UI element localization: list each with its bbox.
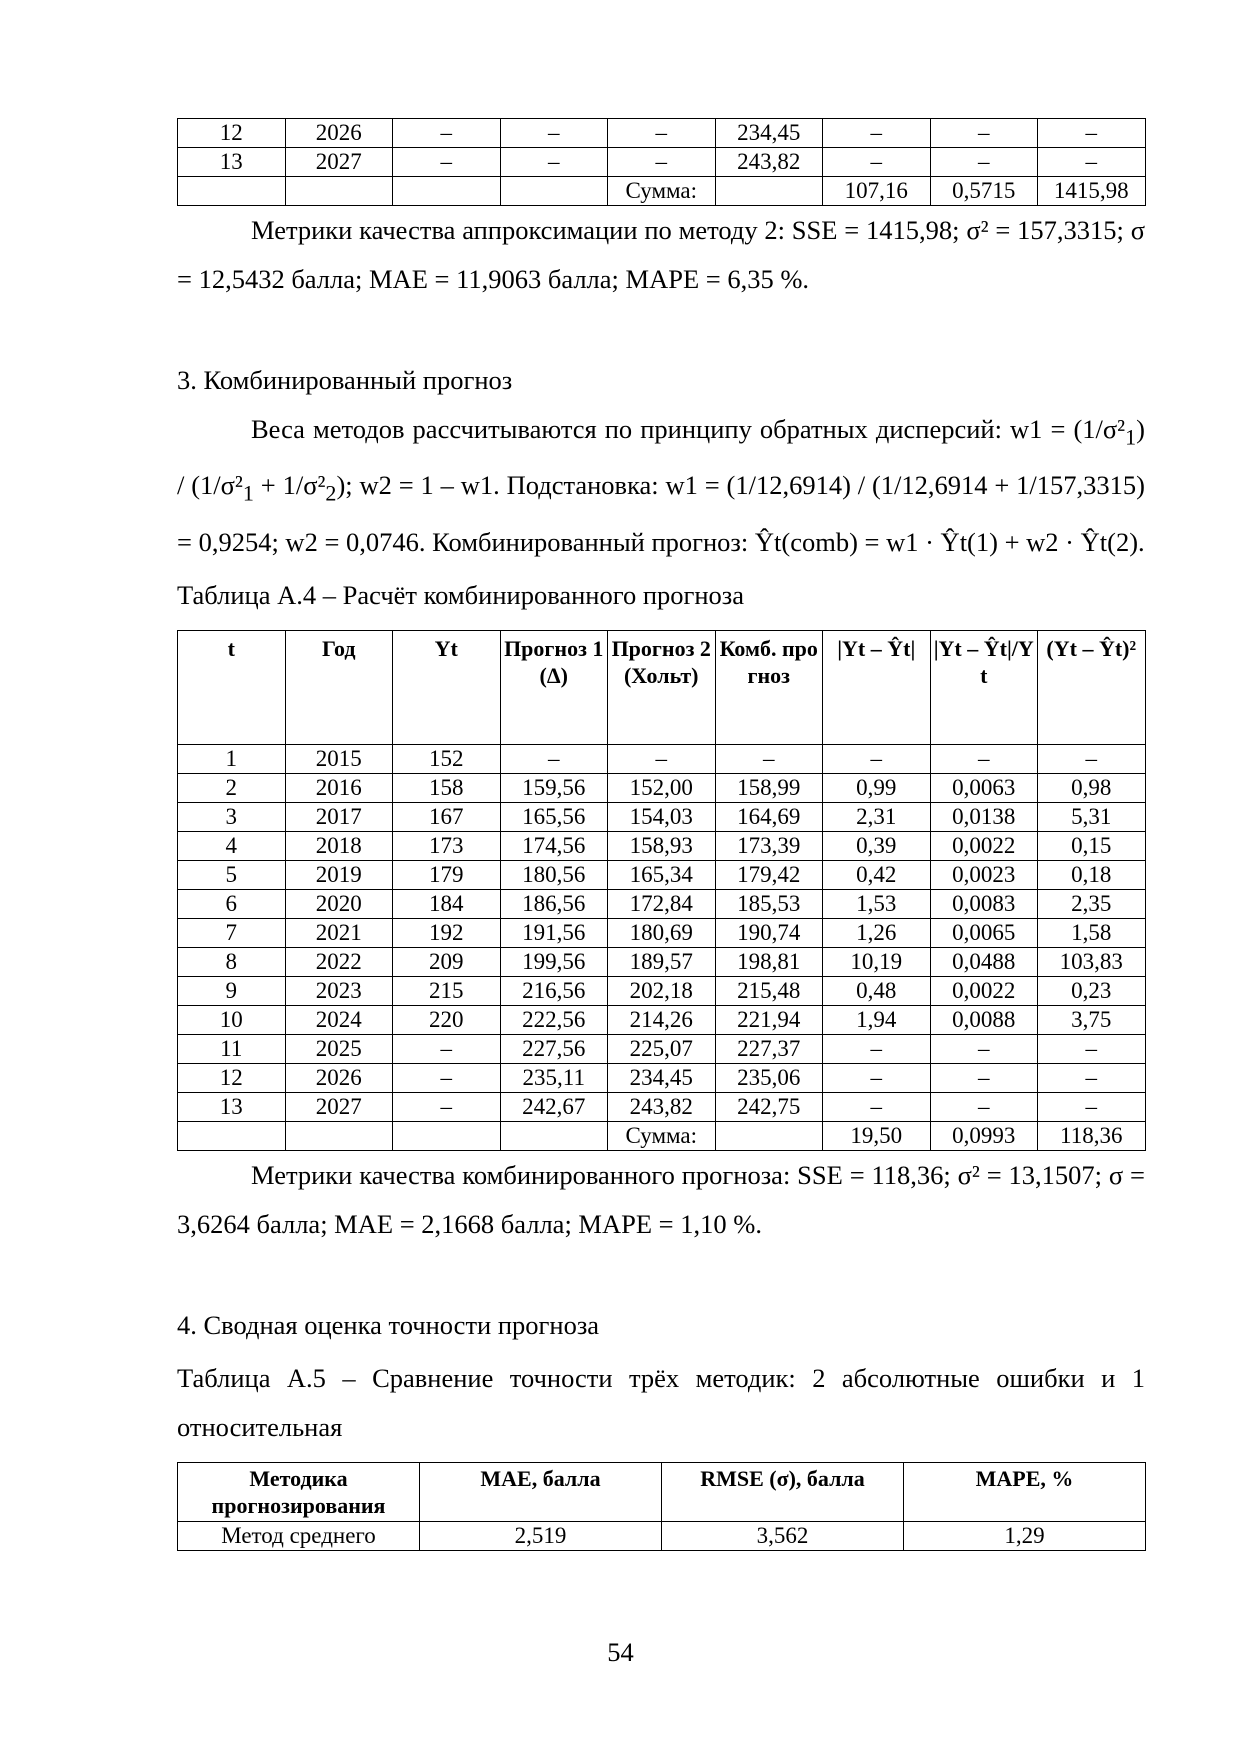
table-cell: – [715,744,823,773]
table-cell: 214,26 [608,1005,716,1034]
table-cell: – [823,119,931,148]
table-cell: 2,35 [1038,889,1146,918]
table-cell: 2026 [285,1063,393,1092]
table-cell: 221,94 [715,1005,823,1034]
table-cell: 186,56 [500,889,608,918]
table-cell: 2027 [285,148,393,177]
table-cell: 227,37 [715,1034,823,1063]
table-cell: 0,15 [1038,831,1146,860]
table-cell: 0,0088 [930,1005,1038,1034]
table-cell: 8 [178,947,286,976]
column-header: |Yt – Ŷt|/Yt [930,630,1038,744]
table-a4-body [178,744,1146,1150]
table-cell: – [500,744,608,773]
table-cell: – [608,119,716,148]
table-cell: 243,82 [608,1092,716,1121]
table-cell: 0,0083 [930,889,1038,918]
table-cell [178,177,286,206]
table-cell: 172,84 [608,889,716,918]
table-cell: 158,93 [608,831,716,860]
table-cell: 1,29 [904,1521,1146,1550]
table-cell: 3,562 [662,1521,904,1550]
table-cell: – [1038,1092,1146,1121]
table-cell: 3,75 [1038,1005,1146,1034]
table-cell: 118,36 [1038,1121,1146,1150]
table-cell: 220 [393,1005,501,1034]
table-row [178,148,1146,177]
table-cell: 179 [393,860,501,889]
table-cell: 235,11 [500,1063,608,1092]
table-cell: 10,19 [823,947,931,976]
table-cell: 189,57 [608,947,716,976]
table-cell: 1 [178,744,286,773]
table-cell: 227,56 [500,1034,608,1063]
table-cell: – [500,148,608,177]
table-row [178,773,1146,802]
table-cell [285,1121,393,1150]
table-cell: 173 [393,831,501,860]
table-cell: – [930,1092,1038,1121]
table-cell: 174,56 [500,831,608,860]
table-cell: – [930,119,1038,148]
table-cell [500,177,608,206]
column-header: Yt [393,630,501,744]
column-header: |Yt – Ŷt| [823,630,931,744]
table-cell: 2 [178,773,286,802]
table-cell: 19,50 [823,1121,931,1150]
column-header: MAPE, % [904,1462,1146,1521]
table-cell: 12 [178,1063,286,1092]
table-cell: 103,83 [1038,947,1146,976]
table-cell: 13 [178,1092,286,1121]
table-cell: 199,56 [500,947,608,976]
table-cell: 164,69 [715,802,823,831]
table-cell: 152,00 [608,773,716,802]
table-cell: 222,56 [500,1005,608,1034]
table-cell: 1,58 [1038,918,1146,947]
column-header: Прогноз 1 (Δ) [500,630,608,744]
table-a5-header-row [178,1462,1146,1521]
table-cell: – [393,148,501,177]
table-cell: 179,42 [715,860,823,889]
table-cell: – [823,1034,931,1063]
table-cell: 242,75 [715,1092,823,1121]
table-cell: 107,16 [823,177,931,206]
table-row [178,119,1146,148]
table-cell [393,1121,501,1150]
table-cell: 2017 [285,802,393,831]
table-cell: 154,03 [608,802,716,831]
table-a5 [177,1462,1146,1551]
table-cell: – [1038,148,1146,177]
table-cell: 1,26 [823,918,931,947]
section-heading-4: 4. Сводная оценка точности прогноза [177,1309,600,1340]
table-cell: 165,56 [500,802,608,831]
table-cell: – [393,1092,501,1121]
table-cell: 191,56 [500,918,608,947]
table-cell: 167 [393,802,501,831]
table-cell: 2020 [285,889,393,918]
table-cell: 1,94 [823,1005,931,1034]
table-cell: Сумма: [608,1121,716,1150]
table-cell: 235,06 [715,1063,823,1092]
table-cell: – [393,119,501,148]
table-cell: 4 [178,831,286,860]
table-cell: 1415,98 [1038,177,1146,206]
table-cell: – [823,1063,931,1092]
table-cell: 6 [178,889,286,918]
table-row [178,831,1146,860]
table-cell: 180,56 [500,860,608,889]
table-a4 [177,630,1146,1151]
table-cell [715,177,823,206]
weights-paragraph: Веса методов рассчитываются по принципу обратных дисперсий: $w1 = (1/\sigma^2_1) / (1/\sigma^2_1 + 1/\sigma^2_2)$; w2 = 1 – w1. Подстановка: w1 = (1/12,6914) / (1/12,6914 + 1/157,3315) = 0,9254; w2 = 0,0746. Комбинированный прогноз: Ŷt(comb) = w1 · Ŷt(1) + w2 · Ŷt(2). [177,414,1145,557]
table-cell: 9 [178,976,286,1005]
table-a5-body [178,1521,1146,1550]
table-cell: 0,18 [1038,860,1146,889]
table-cell: 2027 [285,1092,393,1121]
table-cell: 0,0488 [930,947,1038,976]
table-cell: 165,34 [608,860,716,889]
metrics-combined: Метрики качества комбинированного прогноза: SSE = 118,36; σ² = 13,1507; σ = 3,6264 балла; MAE = 2,1668 балла; MAPE = 1,10 %. [177,1159,1145,1239]
table-cell: 7 [178,918,286,947]
table-cell: 2024 [285,1005,393,1034]
table-a3-body [178,119,1146,206]
table-cell: 2,519 [420,1521,662,1550]
table-row [178,177,1146,206]
table-row [178,1005,1146,1034]
table-a5-caption: Таблица А.5 – Сравнение точности трёх методик: 2 абсолютные ошибки и 1 относительная [177,1362,1145,1442]
table-cell: 0,99 [823,773,931,802]
table-cell: – [500,119,608,148]
table-cell: – [1038,119,1146,148]
column-header: RMSE (σ), балла [662,1462,904,1521]
table-cell [178,1121,286,1150]
table-cell: 215 [393,976,501,1005]
table-cell: Сумма: [608,177,716,206]
table-cell: 0,48 [823,976,931,1005]
table-cell: 2021 [285,918,393,947]
table-cell [500,1121,608,1150]
table-cell: 0,0023 [930,860,1038,889]
table-cell: 192 [393,918,501,947]
table-cell: 234,45 [608,1063,716,1092]
table-row [178,802,1146,831]
table-cell: 173,39 [715,831,823,860]
table-cell: 209 [393,947,501,976]
table-row [178,1521,1146,1550]
table-cell: 0,0065 [930,918,1038,947]
table-row [178,918,1146,947]
table-cell: 2025 [285,1034,393,1063]
document-page [177,118,1145,1551]
table-cell: 2015 [285,744,393,773]
table-cell: 2019 [285,860,393,889]
table-cell: 158 [393,773,501,802]
table-cell: – [1038,1034,1146,1063]
table-cell: 0,0022 [930,976,1038,1005]
column-header: Комб. прогноз [715,630,823,744]
table-row [178,947,1146,976]
table-row [178,889,1146,918]
table-cell: – [930,1063,1038,1092]
section-heading-3: 3. Комбинированный прогноз [177,365,513,395]
table-cell: – [930,744,1038,773]
table-row [178,860,1146,889]
table-cell: Метод среднего [178,1521,420,1550]
table-cell [715,1121,823,1150]
column-header: Год [285,630,393,744]
table-cell: 0,5715 [930,177,1038,206]
table-cell: 234,45 [715,119,823,148]
table-cell: 152 [393,744,501,773]
table-cell: – [823,744,931,773]
table-row [178,1034,1146,1063]
table-cell: 190,74 [715,918,823,947]
table-cell [393,177,501,206]
table-cell: 243,82 [715,148,823,177]
table-cell: 0,0138 [930,802,1038,831]
table-cell: 3 [178,802,286,831]
table-cell: – [823,148,931,177]
column-header: Методика прогнозирования [178,1462,420,1521]
table-cell: 13 [178,148,286,177]
table-cell: 0,98 [1038,773,1146,802]
table-cell [285,177,393,206]
table-cell: 0,39 [823,831,931,860]
table-cell: – [930,1034,1038,1063]
table-cell: – [1038,1063,1146,1092]
column-header: MAE, балла [420,1462,662,1521]
table-row [178,1063,1146,1092]
table-cell: 5 [178,860,286,889]
table-a4-header-row [178,630,1146,744]
page-number: 54 [607,1637,634,1667]
table-cell: 225,07 [608,1034,716,1063]
table-cell: 0,23 [1038,976,1146,1005]
table-cell: 215,48 [715,976,823,1005]
table-cell: 198,81 [715,947,823,976]
table-cell: 242,67 [500,1092,608,1121]
table-cell: 11 [178,1034,286,1063]
table-cell: – [608,744,716,773]
table-cell: 2018 [285,831,393,860]
table-cell: – [1038,744,1146,773]
table-cell: 12 [178,119,286,148]
table-cell: 10 [178,1005,286,1034]
table-cell: 2,31 [823,802,931,831]
table-cell: – [393,1034,501,1063]
table-cell: – [930,148,1038,177]
table-cell: 158,99 [715,773,823,802]
table-cell: 180,69 [608,918,716,947]
column-header: (Yt – Ŷt)² [1038,630,1146,744]
table-cell: 2016 [285,773,393,802]
table-a4-caption: Таблица А.4 – Расчёт комбинированного прогноза [177,579,745,610]
table-cell: 5,31 [1038,802,1146,831]
column-header: Прогноз 2 (Хольт) [608,630,716,744]
table-cell: 216,56 [500,976,608,1005]
table-cell: 2026 [285,119,393,148]
table-cell: 202,18 [608,976,716,1005]
table-cell: 0,0063 [930,773,1038,802]
table-row [178,1121,1146,1150]
table-cell: 0,42 [823,860,931,889]
table-row [178,1092,1146,1121]
table-row [178,976,1146,1005]
table-row [178,744,1146,773]
table-cell: 0,0993 [930,1121,1038,1150]
table-a3-continuation [177,118,1146,206]
table-cell: 159,56 [500,773,608,802]
table-cell: 2023 [285,976,393,1005]
table-cell: – [608,148,716,177]
table-cell: 0,0022 [930,831,1038,860]
table-cell: – [823,1092,931,1121]
table-cell: 184 [393,889,501,918]
table-cell: 185,53 [715,889,823,918]
table-cell: 2022 [285,947,393,976]
metrics-method-2: Метрики качества аппроксимации по методу 2: SSE = 1415,98; σ² = 157,3315; σ = 12,5432 балла; MAE = 11,9063 балла; MAPE = 6,35 %. [177,215,1145,294]
table-cell: 1,53 [823,889,931,918]
table-cell: – [393,1063,501,1092]
column-header: t [178,630,286,744]
